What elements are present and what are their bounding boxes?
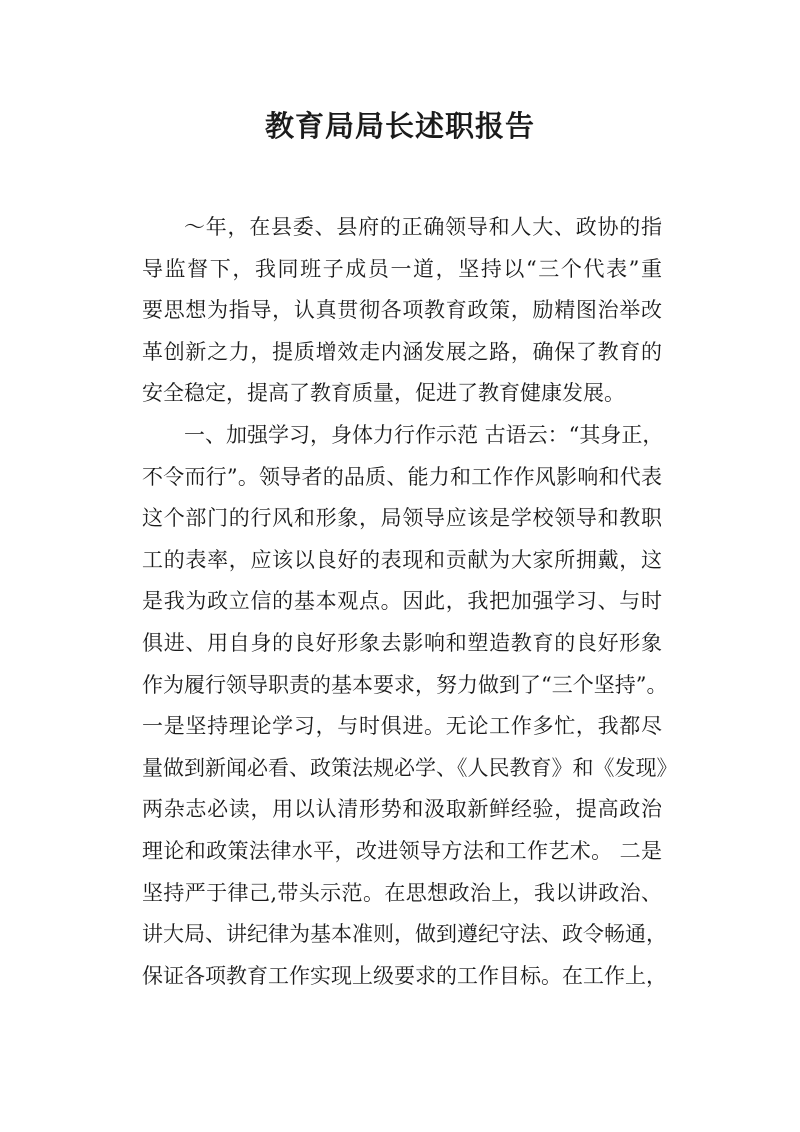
body-line: 安全稳定，提高了教育质量，促进了教育健康发展。 <box>142 381 625 406</box>
body-line: 坚持严于律己,带头示范。在思想政治上，我以讲政治、 <box>142 880 662 905</box>
body-line: 革创新之力，提质增效走内涵发展之路，确保了教育的 <box>142 339 662 364</box>
body-line: 量做到新闻必看、政策法规必学、《人民教育》和《发现》 <box>142 755 678 780</box>
body-line: ～年，在县委、县府的正确领导和人大、政协的指 <box>184 215 662 239</box>
body-line: 保证各项教育工作实现上级要求的工作目标。在工作上， <box>142 963 667 988</box>
body-line: 导监督下，我同班子成员一道，坚持以“三个代表”重 <box>142 256 662 281</box>
body-line: 一、加强学习，身体力行作示范 古语云：“其身正， <box>184 422 664 447</box>
document-title: 教育局局长述职报告 <box>264 109 535 143</box>
body-line: 是我为政立信的基本观点。因此，我把加强学习、与时 <box>142 589 662 614</box>
body-line: 两杂志必读，用以认清形势和汲取新鲜经验，提高政治 <box>142 797 662 822</box>
body-line: 要思想为指导，认真贯彻各项教育政策，励精图治举改 <box>142 298 662 323</box>
body-line: 不令而行”。领导者的品质、能力和工作作风影响和代表 <box>142 464 662 489</box>
body-line: 讲大局、讲纪律为基本准则，做到遵纪守法、政令畅通， <box>142 922 667 947</box>
body-line: 一是坚持理论学习，与时俱进。无论工作多忙，我都尽 <box>142 714 662 739</box>
body-line: 这个部门的行风和形象，局领导应该是学校领导和教职 <box>142 506 662 531</box>
body-line: 工的表率，应该以良好的表现和贡献为大家所拥戴，这 <box>142 547 662 572</box>
body-line: 理论和政策法律水平，改进领导方法和工作艺术。 二是 <box>142 838 662 863</box>
document-body <box>142 207 678 997</box>
body-line: 俱进、用自身的良好形象去影响和塑造教育的良好形象 <box>142 630 662 655</box>
body-line: 作为履行领导职责的基本要求，努力做到了“三个坚持”。 <box>142 672 668 697</box>
